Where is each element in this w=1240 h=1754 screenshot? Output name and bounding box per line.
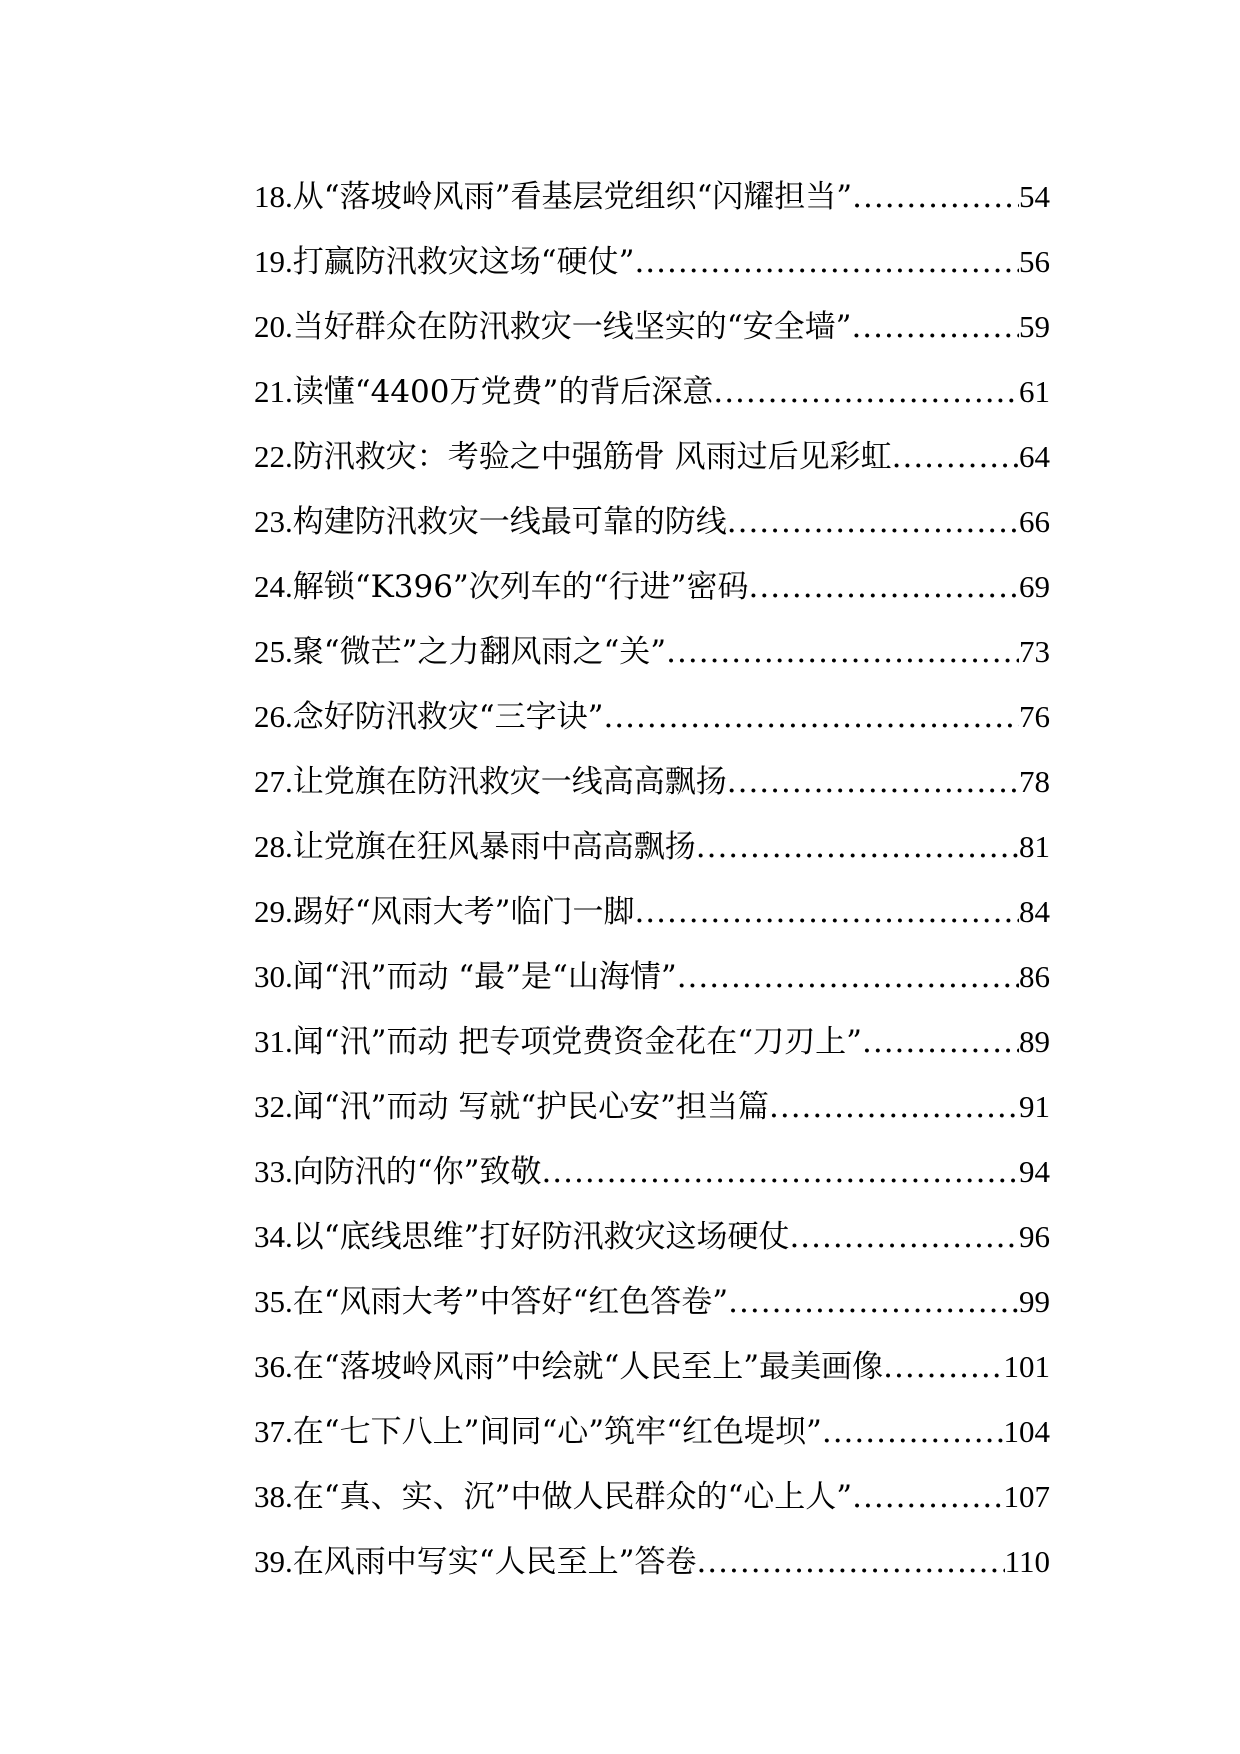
toc-entry[interactable] — [254, 879, 1050, 944]
dot-leader — [666, 620, 1019, 685]
toc-entry[interactable] — [254, 1204, 1050, 1269]
toc-entry-title: 闻“汛”而动 把专项党费资金花在“刀刃上” — [292, 1024, 862, 1060]
toc-entry-number: 35. — [254, 1284, 293, 1319]
toc-entry-title: 打赢防汛救灾这场“硬仗” — [292, 244, 635, 280]
dot-leader — [728, 1270, 1019, 1335]
dot-leader — [603, 685, 1019, 750]
toc-entry-page: 94 — [1019, 1154, 1050, 1189]
toc-entry-page: 64 — [1019, 439, 1050, 474]
toc-entry-page: 91 — [1019, 1089, 1050, 1124]
toc-entry-page: 110 — [1004, 1544, 1050, 1579]
toc-entry-title: 在“落坡岭风雨”中绘就“人民至上”最美画像 — [292, 1349, 884, 1385]
dot-leader — [769, 1075, 1019, 1140]
toc-entry-number: 19. — [254, 244, 293, 279]
toc-entry-title: 以“底线思维”打好防汛救灾这场硬仗 — [292, 1219, 790, 1255]
toc-entry-title: 解锁“K396”次列车的“行进”密码 — [292, 569, 749, 605]
toc-entry-number: 32. — [254, 1089, 293, 1124]
toc-entry-title: 念好防汛救灾“三字诀” — [292, 699, 604, 735]
toc-entry[interactable] — [254, 229, 1050, 294]
toc-entry-title: 在“七下八上”间同“心”筑牢“红色堤坝” — [292, 1414, 822, 1450]
toc-entry-page: 101 — [1003, 1349, 1050, 1384]
toc-entry-number: 28. — [254, 829, 293, 864]
toc-entry-title: 闻“汛”而动 “最”是“山海情” — [292, 959, 677, 995]
dot-leader — [727, 490, 1019, 555]
toc-entry-title: 向防汛的“你”致敬 — [292, 1154, 542, 1190]
toc-entry-page: 84 — [1019, 894, 1050, 929]
toc-entry[interactable] — [254, 1399, 1050, 1464]
toc-entry-title: 闻“汛”而动 写就“护民心安”担当篇 — [292, 1089, 769, 1125]
toc-entry-page: 86 — [1019, 959, 1050, 994]
dot-leader — [748, 555, 1019, 620]
toc-entry[interactable] — [254, 164, 1050, 229]
toc-entry[interactable] — [254, 749, 1050, 814]
toc-entry-number: 25. — [254, 634, 293, 669]
toc-entry-number: 37. — [254, 1414, 293, 1449]
dot-leader — [789, 1205, 1019, 1270]
toc-entry-number: 30. — [254, 959, 293, 994]
toc-entry[interactable] — [254, 424, 1050, 489]
toc-entry-number: 24. — [254, 569, 293, 604]
toc-entry-title: 在“风雨大考”中答好“红色答卷” — [292, 1284, 729, 1320]
dot-leader — [634, 880, 1019, 945]
toc-entry-title: 在风雨中写实“人民至上”答卷 — [292, 1544, 697, 1580]
dot-leader — [883, 1335, 1003, 1400]
toc-entry-page: 61 — [1019, 374, 1050, 409]
toc-entry-page: 104 — [1003, 1414, 1050, 1449]
toc-entry-title: 读懂“4400万党费”的背后深意 — [292, 374, 714, 410]
toc-entry[interactable] — [254, 1139, 1050, 1204]
toc-entry-title: 当好群众在防汛救灾一线坚实的“安全墙” — [292, 309, 852, 345]
dot-leader — [851, 295, 1019, 360]
toc-entry-number: 39. — [254, 1544, 293, 1579]
dot-leader — [634, 230, 1019, 295]
toc-entry-page: 56 — [1019, 244, 1050, 279]
toc-entry[interactable] — [254, 1529, 1050, 1594]
toc-entry-page: 76 — [1019, 699, 1050, 734]
toc-entry-page: 107 — [1003, 1479, 1050, 1514]
dot-leader — [696, 815, 1019, 880]
toc-entry-number: 23. — [254, 504, 293, 539]
toc-entry-page: 78 — [1019, 764, 1050, 799]
toc-entry-number: 31. — [254, 1024, 293, 1059]
toc-entry-page: 69 — [1019, 569, 1050, 604]
dot-leader — [892, 425, 1019, 490]
dot-leader — [696, 1530, 1004, 1595]
toc-entry-title: 在“真、实、沉”中做人民群众的“心上人” — [292, 1479, 853, 1515]
toc-entry[interactable] — [254, 619, 1050, 684]
dot-leader — [677, 945, 1019, 1010]
toc-entry-page: 59 — [1019, 309, 1050, 344]
toc-entry-number: 18. — [254, 179, 293, 214]
toc-entry[interactable] — [254, 1334, 1050, 1399]
toc-entry-page: 81 — [1019, 829, 1050, 864]
toc-entry[interactable] — [254, 1464, 1050, 1529]
toc-entry-page: 89 — [1019, 1024, 1050, 1059]
toc-entry-page: 54 — [1019, 179, 1050, 214]
toc-entry-number: 27. — [254, 764, 293, 799]
toc-entry[interactable] — [254, 554, 1050, 619]
toc-entry[interactable] — [254, 1074, 1050, 1139]
toc-entry-number: 21. — [254, 374, 293, 409]
toc-entry-number: 34. — [254, 1219, 293, 1254]
table-of-contents — [254, 164, 1050, 1594]
toc-entry-number: 22. — [254, 439, 293, 474]
toc-entry[interactable] — [254, 1269, 1050, 1334]
dot-leader — [852, 165, 1019, 230]
toc-entry-title: 聚“微芒”之力翻风雨之“关” — [292, 634, 667, 670]
toc-entry[interactable] — [254, 684, 1050, 749]
toc-entry[interactable] — [254, 944, 1050, 1009]
toc-entry-title: 让党旗在防汛救灾一线高高飘扬 — [292, 764, 727, 800]
dot-leader — [713, 360, 1019, 425]
toc-entry-number: 36. — [254, 1349, 293, 1384]
toc-entry-page: 96 — [1019, 1219, 1050, 1254]
toc-entry[interactable] — [254, 1009, 1050, 1074]
toc-entry-number: 33. — [254, 1154, 293, 1189]
dot-leader — [541, 1140, 1019, 1205]
toc-entry-title: 构建防汛救灾一线最可靠的防线 — [292, 504, 727, 540]
toc-entry-title: 让党旗在狂风暴雨中高高飘扬 — [292, 829, 696, 865]
dot-leader — [862, 1010, 1019, 1075]
toc-entry-page: 73 — [1019, 634, 1050, 669]
dot-leader — [852, 1465, 1003, 1530]
toc-entry[interactable] — [254, 359, 1050, 424]
toc-entry-title: 踢好“风雨大考”临门一脚 — [292, 894, 635, 930]
toc-entry-number: 38. — [254, 1479, 293, 1514]
toc-entry[interactable] — [254, 294, 1050, 359]
toc-entry-page: 66 — [1019, 504, 1050, 539]
toc-entry[interactable] — [254, 489, 1050, 554]
toc-entry[interactable] — [254, 814, 1050, 879]
toc-entry-page: 99 — [1019, 1284, 1050, 1319]
toc-entry-number: 29. — [254, 894, 293, 929]
toc-entry-title: 防汛救灾：考验之中强筋骨 风雨过后见彩虹 — [292, 439, 892, 475]
toc-entry-number: 26. — [254, 699, 293, 734]
dot-leader — [822, 1400, 1004, 1465]
dot-leader — [727, 750, 1019, 815]
toc-entry-title: 从“落坡岭风雨”看基层党组织“闪耀担当” — [292, 179, 853, 215]
toc-entry-number: 20. — [254, 309, 293, 344]
